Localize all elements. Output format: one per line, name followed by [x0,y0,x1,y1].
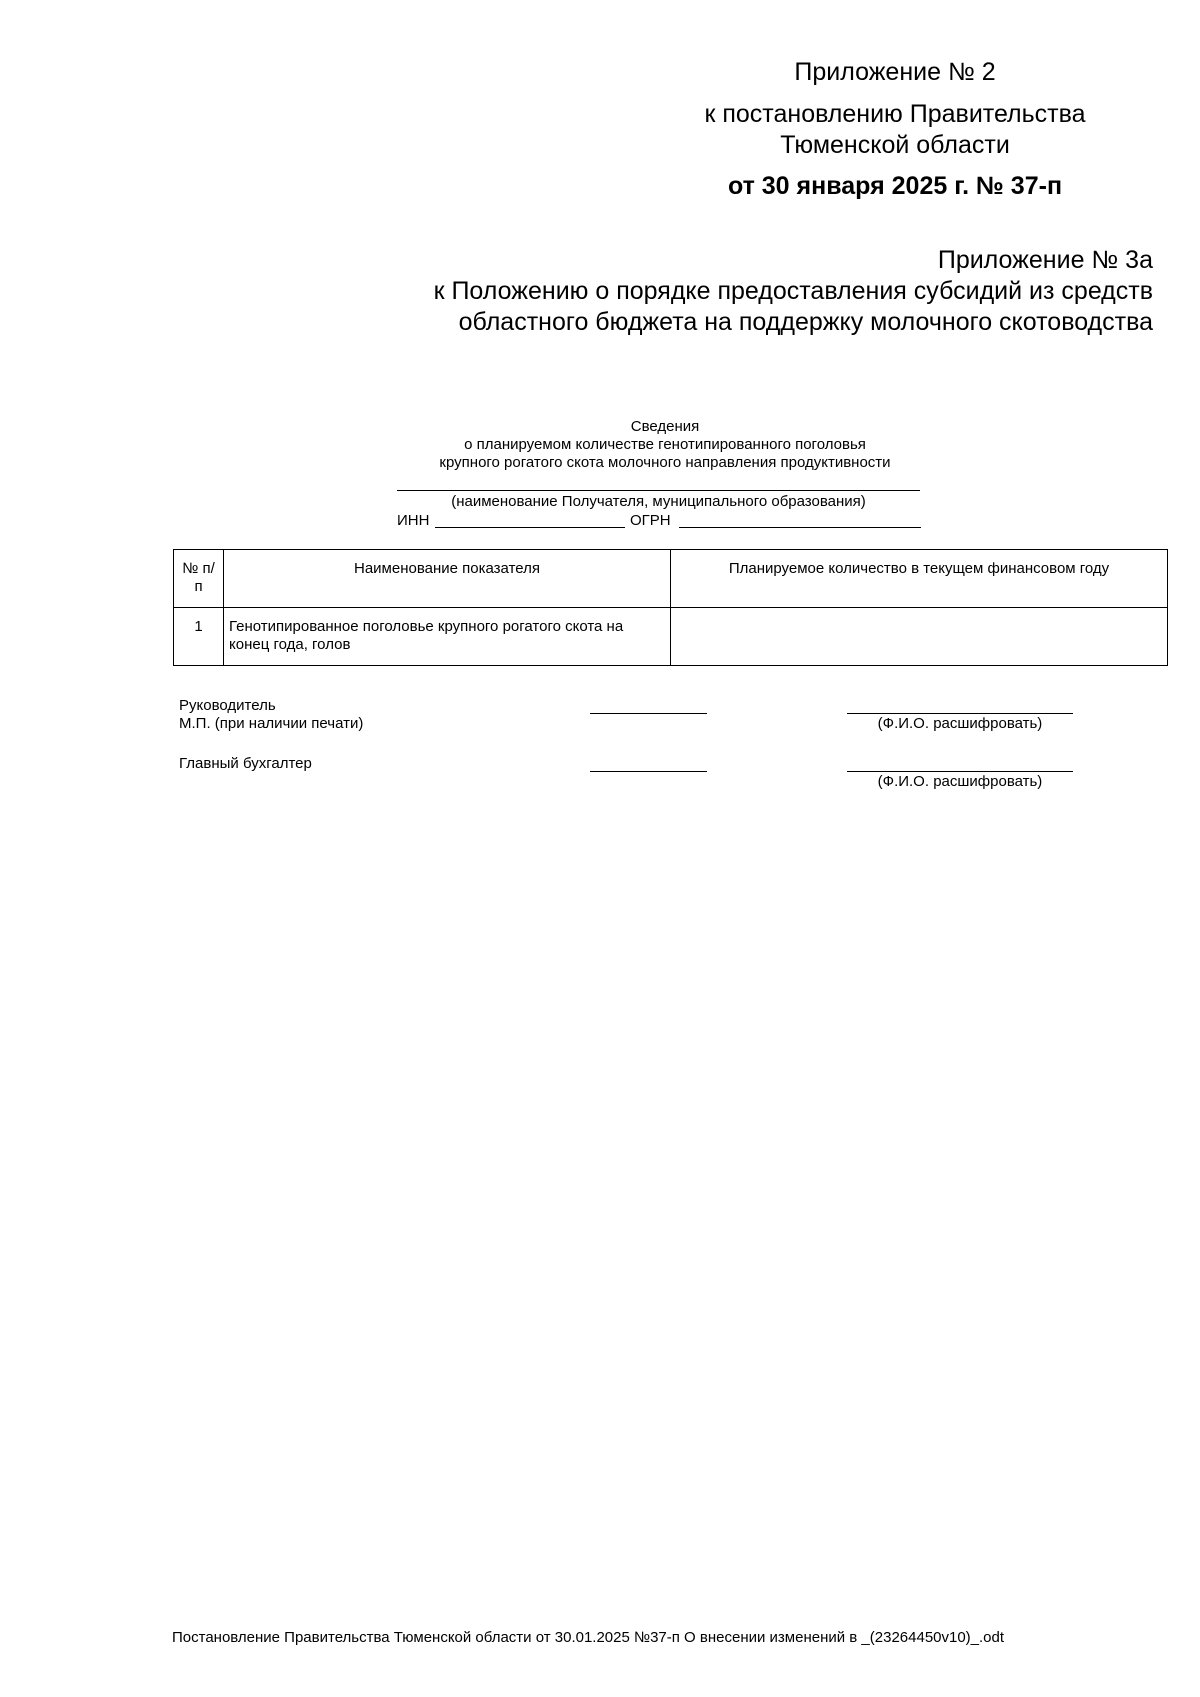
appendix-3a-reference-line-2: областного бюджета на поддержку молочного скотоводства [458,308,1153,336]
table-row [174,608,1168,666]
head-full-name-field[interactable] [847,713,1073,714]
ogrn-label: ОГРН [630,512,671,529]
header-indicator-name: Наименование показателя [224,550,671,608]
recipient-name-field[interactable] [397,490,920,491]
row-planned-quantity-cell[interactable] [671,608,1168,666]
head-signature-field[interactable] [590,713,707,714]
head-name-caption: (Ф.И.О. расшифровать) [877,715,1043,732]
form-subtitle-line-2: крупного рогатого скота молочного направления продуктивности [439,454,891,471]
head-label: Руководитель [179,697,276,714]
header-planned-quantity: Планируемое количество в текущем финансовом году [671,550,1168,608]
accountant-full-name-field[interactable] [847,771,1073,772]
appendix-3a-reference-line-1: к Положению о порядке предоставления субсидий из средств [433,277,1153,305]
resolution-date-number: от 30 января 2025 г. № 37-п [727,172,1063,200]
inn-label: ИНН [397,512,430,529]
row-number: 1 [174,608,224,666]
appendix-2-reference-line-1: к постановлению Правительства [704,100,1086,128]
indicator-table [173,549,1168,666]
accountant-signature-field[interactable] [590,771,707,772]
table-header-row [174,550,1168,608]
document-footer: Постановление Правительства Тюменской области от 30.01.2025 №37-п О внесении изменений в _(23264450v10)_.odt [172,1629,1005,1646]
appendix-2-reference-line-2: Тюменской области [780,131,1010,159]
form-subtitle-line-1: о планируемом количестве генотипированного поголовья [464,436,866,453]
inn-field[interactable] [435,527,625,528]
chief-accountant-label: Главный бухгалтер [179,755,312,772]
form-title: Сведения [630,418,700,435]
appendix-2-title: Приложение № 2 [794,58,996,86]
header-number: № п/п [174,550,224,608]
accountant-name-caption: (Ф.И.О. расшифровать) [877,773,1043,790]
stamp-label: М.П. (при наличии печати) [179,715,364,732]
appendix-3a-title: Приложение № 3а [937,246,1153,274]
recipient-field-caption: (наименование Получателя, муниципального образования) [451,493,866,510]
row-indicator-name: Генотипированное поголовье крупного рогатого скота на конец года, голов [224,608,671,666]
ogrn-field[interactable] [679,527,921,528]
